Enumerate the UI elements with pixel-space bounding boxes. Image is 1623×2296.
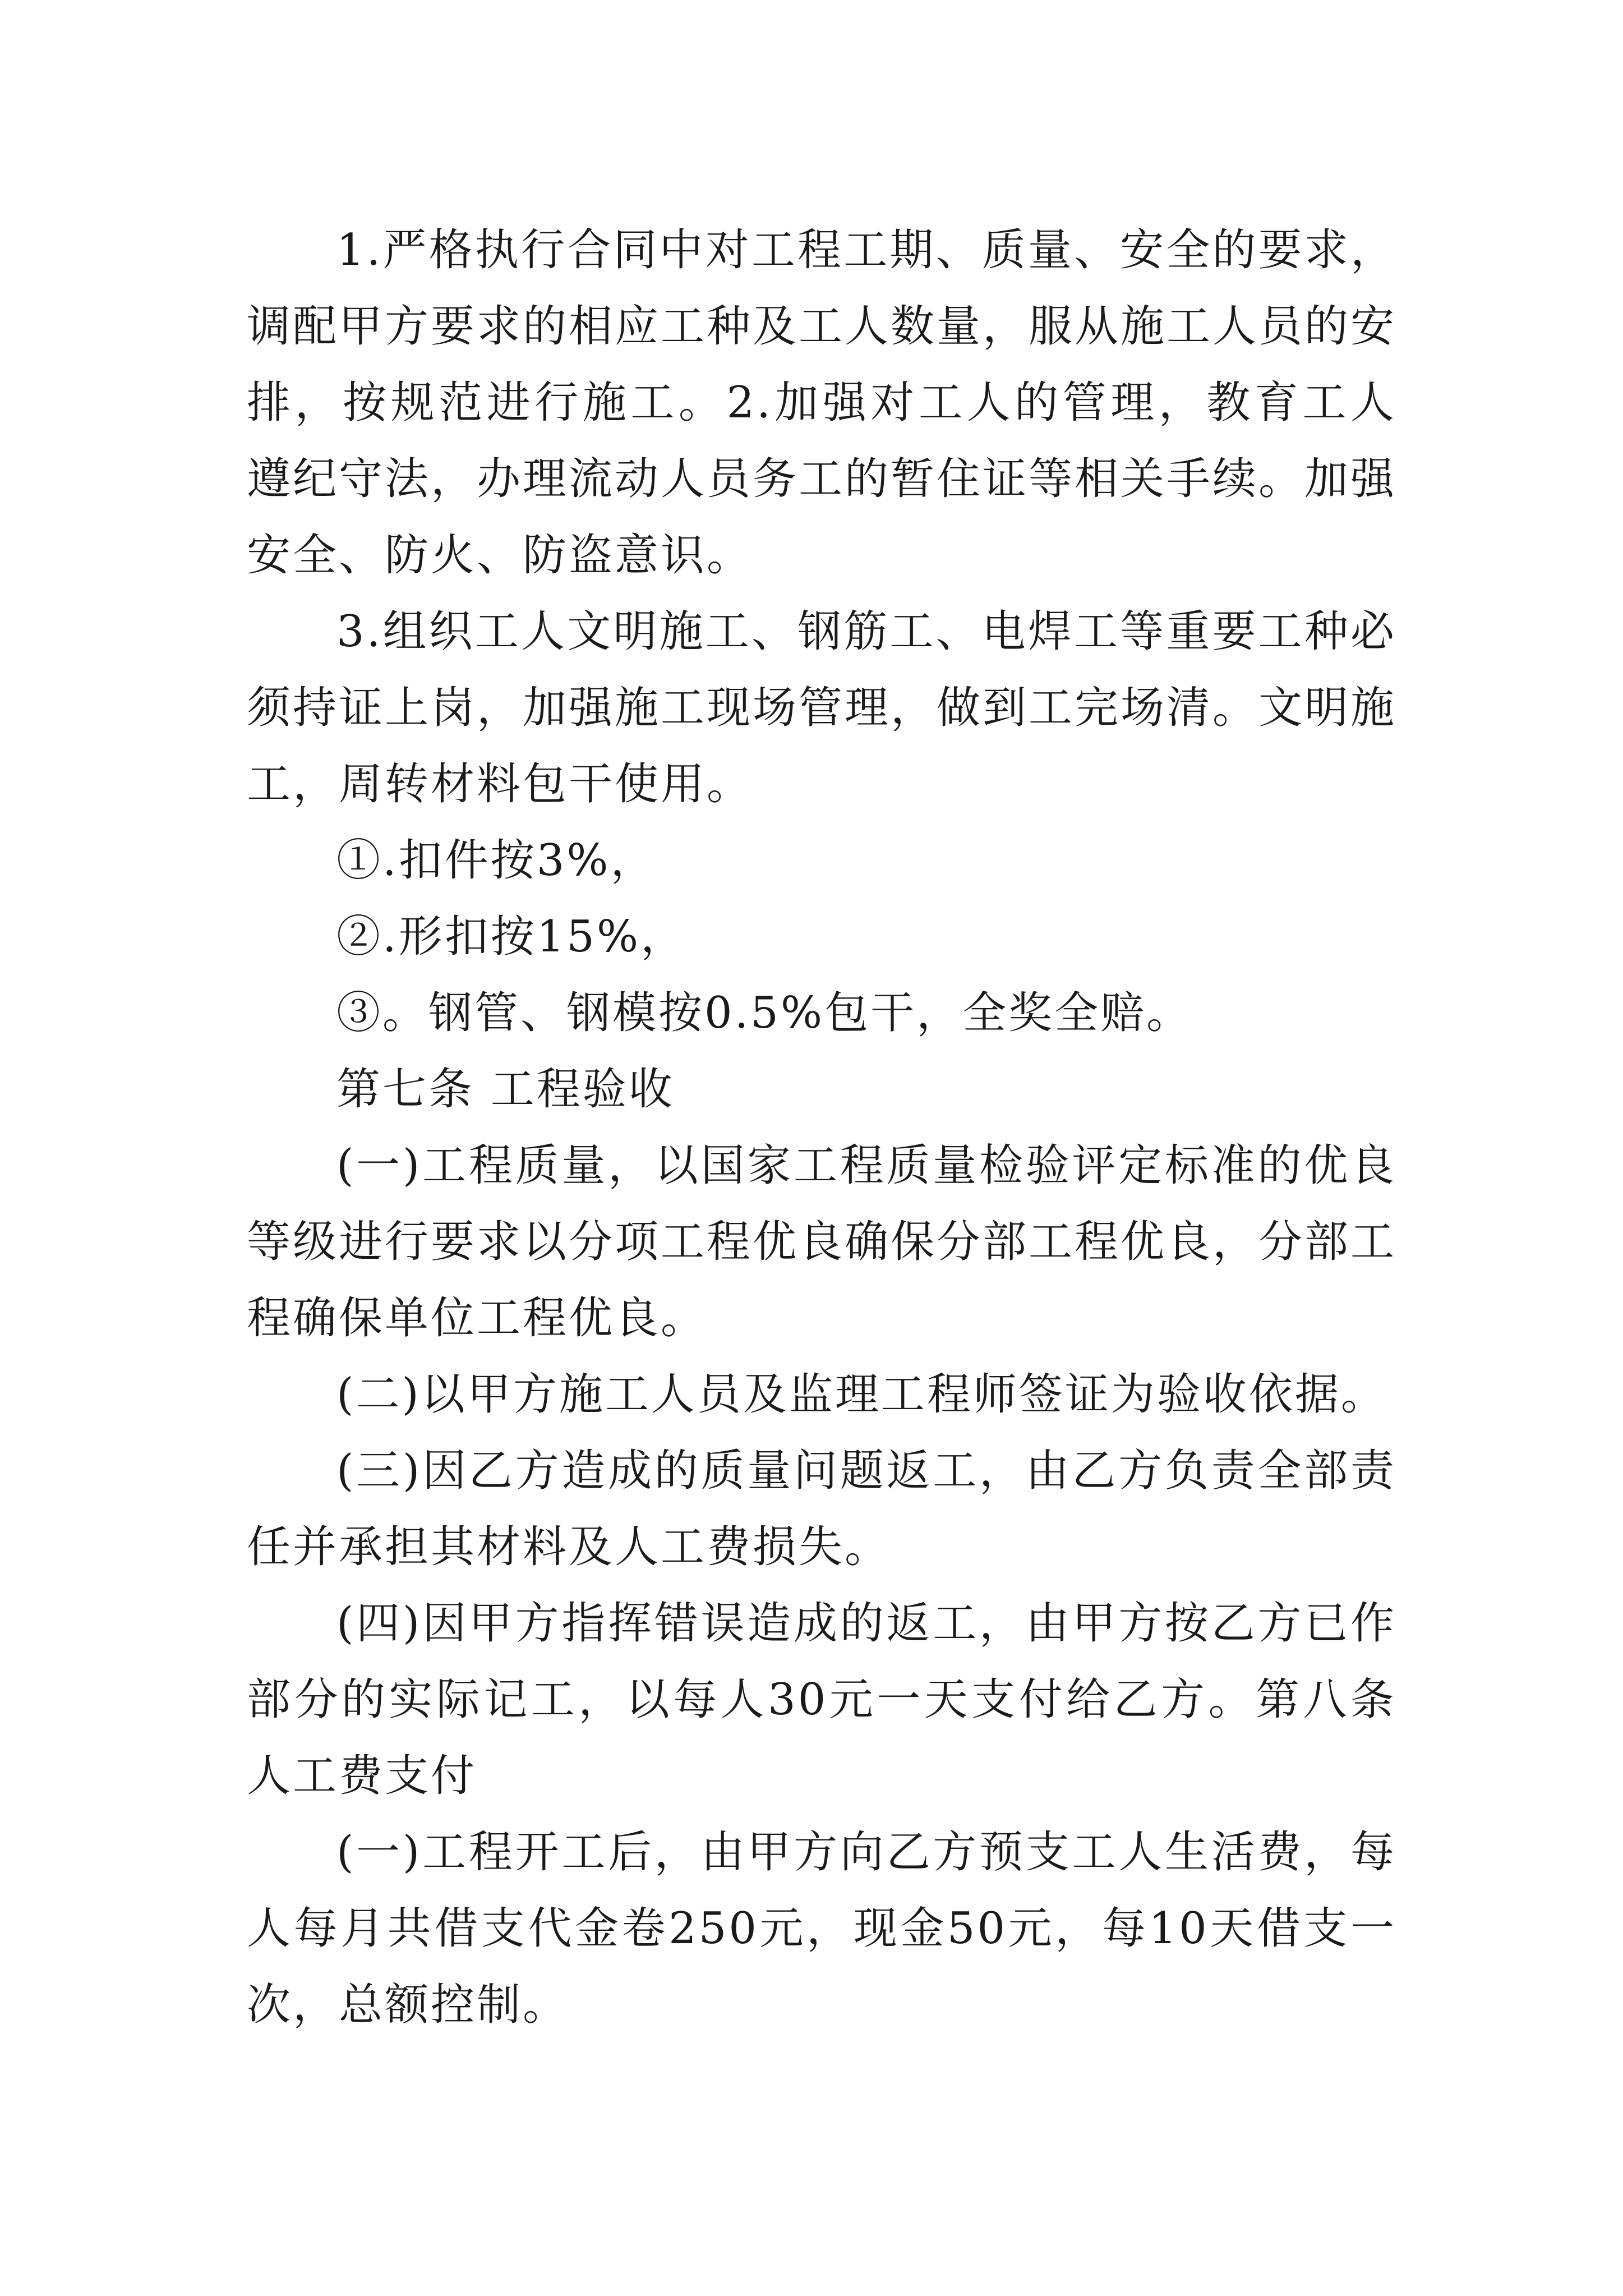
paragraph-3: ①.扣件按3%， bbox=[336, 835, 657, 886]
paragraph-2: 3.组织工人文明施工、钢筋工、电焊工等重要工种必须持证上岗，加强施工现场管理，做到工完场清。文明施工，周转材料包干使用。 bbox=[247, 606, 1397, 809]
section-heading-7: 第七条 工程验收 bbox=[336, 1064, 675, 1115]
paragraph-8: (二)以甲方施工人员及监理工程师签证为验收依据。 bbox=[336, 1369, 1387, 1420]
document-body bbox=[247, 212, 1396, 2043]
paragraph-5: ③。钢管、钢模按0.5%包干，全奖全赔。 bbox=[336, 988, 1193, 1038]
paragraph-11: (一)工程开工后，由甲方向乙方预支工人生活费，每人每月共借支代金卷250元，现金50元，每10天借支一次，总额控制。 bbox=[247, 1827, 1396, 2030]
paragraph-9: (三)因乙方造成的质量问题返工，由乙方负责全部责任并承担其材料及人工费损失。 bbox=[247, 1446, 1396, 1572]
paragraph-7: (一)工程质量，以国家工程质量检验评定标准的优良等级进行要求以分项工程优良确保分部工程优良，分部工程确保单位工程优良。 bbox=[247, 1140, 1397, 1343]
paragraph-10: (四)因甲方指挥错误造成的返工，由甲方按乙方已作部分的实际记工，以每人30元一天支付给乙方。第八条人工费支付 bbox=[247, 1598, 1396, 1801]
paragraph-1: 1.严格执行合同中对工程工期、质量、安全的要求，调配甲方要求的相应工种及工人数量，服从施工人员的安排，按规范进行施工。2.加强对工人的管理，教育工人遵纪守法，办理流动人员务工的暂住证等相关手续。加强安全、防火、防盗意识。 bbox=[247, 225, 1397, 581]
paragraph-4: ②.形扣按15%， bbox=[336, 912, 687, 962]
